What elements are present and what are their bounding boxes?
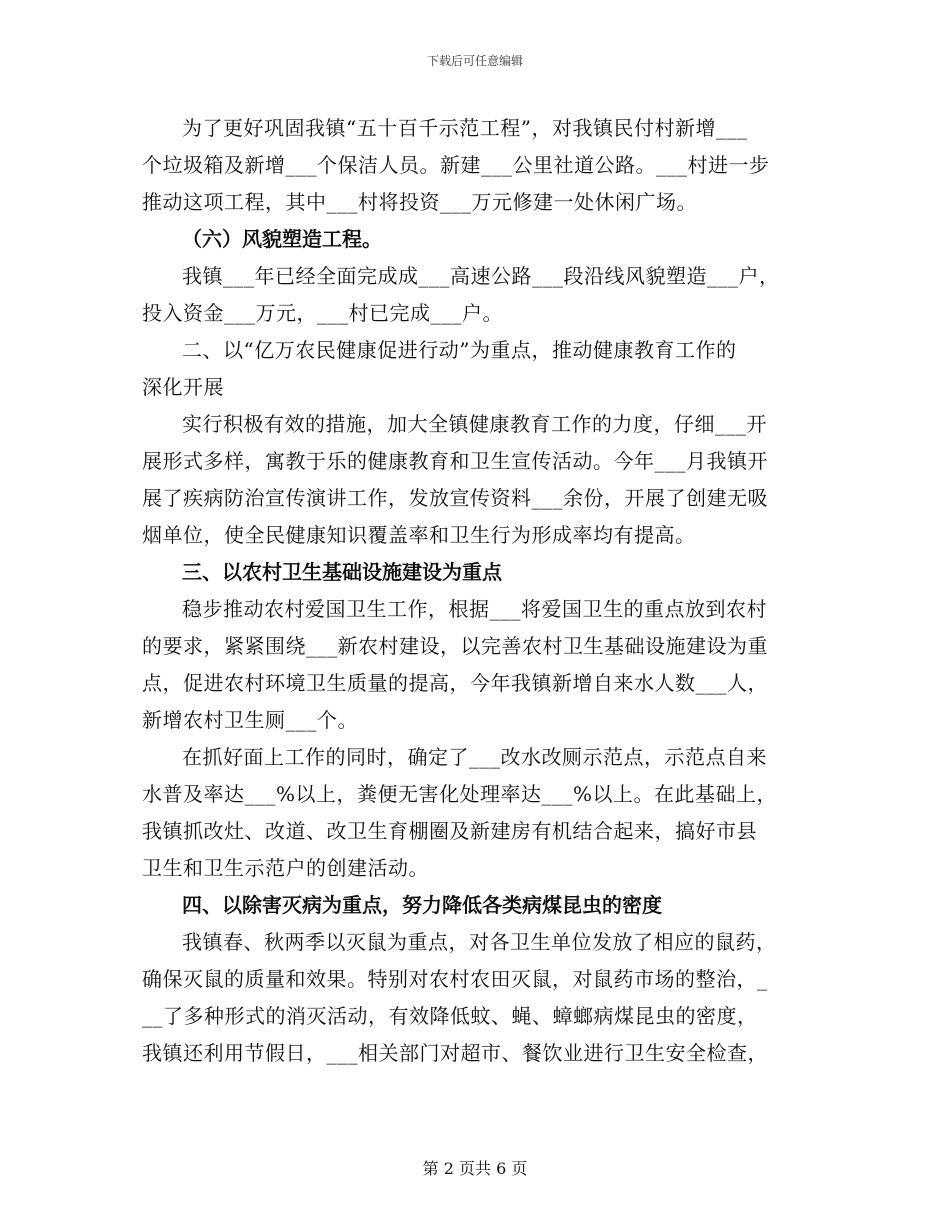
section-heading <box>142 221 807 258</box>
text-line: 在抓好面上工作的同时，确定了___改水改厕示范点，示范点自来 <box>182 745 767 769</box>
document-body <box>142 110 807 1072</box>
text-line: 我镇春、秋两季以灭鼠为重点，对各卫生单位发放了相应的鼠药， <box>182 930 777 954</box>
text-line: 卫生和卫生示范户的创建活动。 <box>142 856 429 880</box>
body-paragraph <box>142 406 807 554</box>
text-line: （六）风貌塑造工程。 <box>182 227 382 251</box>
text-line: 实行积极有效的措施，加大全镇健康教育工作的力度，仔细___开 <box>182 412 767 436</box>
text-line: 三、以农村卫生基础设施建设为重点 <box>182 560 502 584</box>
text-line: __了多种形式的消灭活动，有效降低蚊、蝇、蟑螂病煤昆虫的密度， <box>142 1004 758 1028</box>
text-line: 我镇___年已经全面完成成___高速公路___段沿线风貌塑造___户， <box>182 264 780 288</box>
text-line: 稳步推动农村爱国卫生工作，根据___将爱国卫生的重点放到农村 <box>182 597 767 621</box>
section-heading <box>142 887 807 924</box>
body-paragraph <box>142 258 807 332</box>
text-line: 我镇还利用节假日，___相关部门对超市、餐饮业进行卫生安全检查， <box>142 1041 768 1065</box>
text-line: 确保灭鼠的质量和效果。特别对农村农田灭鼠，对鼠药市场的整治，_ <box>142 967 768 991</box>
body-paragraph <box>142 332 807 406</box>
text-line: 点，促进农村环境卫生质量的提高，今年我镇新增自来水人数___人， <box>142 671 768 695</box>
text-line: 展形式多样，寓教于乐的健康教育和卫生宣传活动。今年___月我镇开 <box>142 449 768 473</box>
text-line: 推动这项工程，其中___村将投资___万元修建一处休闲广场。 <box>142 190 697 214</box>
page-footer: 第 2 页共 6 页 <box>422 1159 528 1178</box>
text-line: 投入资金___万元，___村已完成___户。 <box>142 301 503 325</box>
text-line: 二、以“亿万农民健康促进行动”为重点，推动健康教育工作的 <box>182 338 737 362</box>
text-line: 四、以除害灭病为重点，努力降低各类病煤昆虫的密度 <box>182 893 662 917</box>
text-line: 烟单位，使全民健康知识覆盖率和卫生行为形成率均有提高。 <box>142 523 696 547</box>
text-line: 水普及率达___%以上，粪便无害化处理率达___%以上。在此基础上， <box>142 782 778 806</box>
text-line: 为了更好巩固我镇“五十百千示范工程”，对我镇民付村新增___ <box>182 116 748 140</box>
text-line: 我镇抓改灶、改道、改卫生育棚圈及新建房有机结合起来，搞好市县 <box>142 819 757 843</box>
text-line: 展了疾病防治宣传演讲工作，发放宣传资料___余份，开展了创建无吸 <box>142 486 768 510</box>
text-line: 的要求，紧紧围绕___新农村建设，以完善农村卫生基础设施建设为重 <box>142 634 768 658</box>
text-line: 个垃圾箱及新增___个保洁人员。新建___公里社道公路。___村进一步 <box>142 153 770 177</box>
body-paragraph <box>142 739 807 887</box>
section-heading <box>142 554 807 591</box>
body-paragraph <box>142 110 807 221</box>
text-line: 新增农村卫生厕___个。 <box>142 708 358 732</box>
body-paragraph <box>142 924 807 1072</box>
body-paragraph <box>142 591 807 739</box>
page-header: 下载后可任意编辑 <box>426 54 523 68</box>
text-line: 深化开展 <box>142 375 224 399</box>
